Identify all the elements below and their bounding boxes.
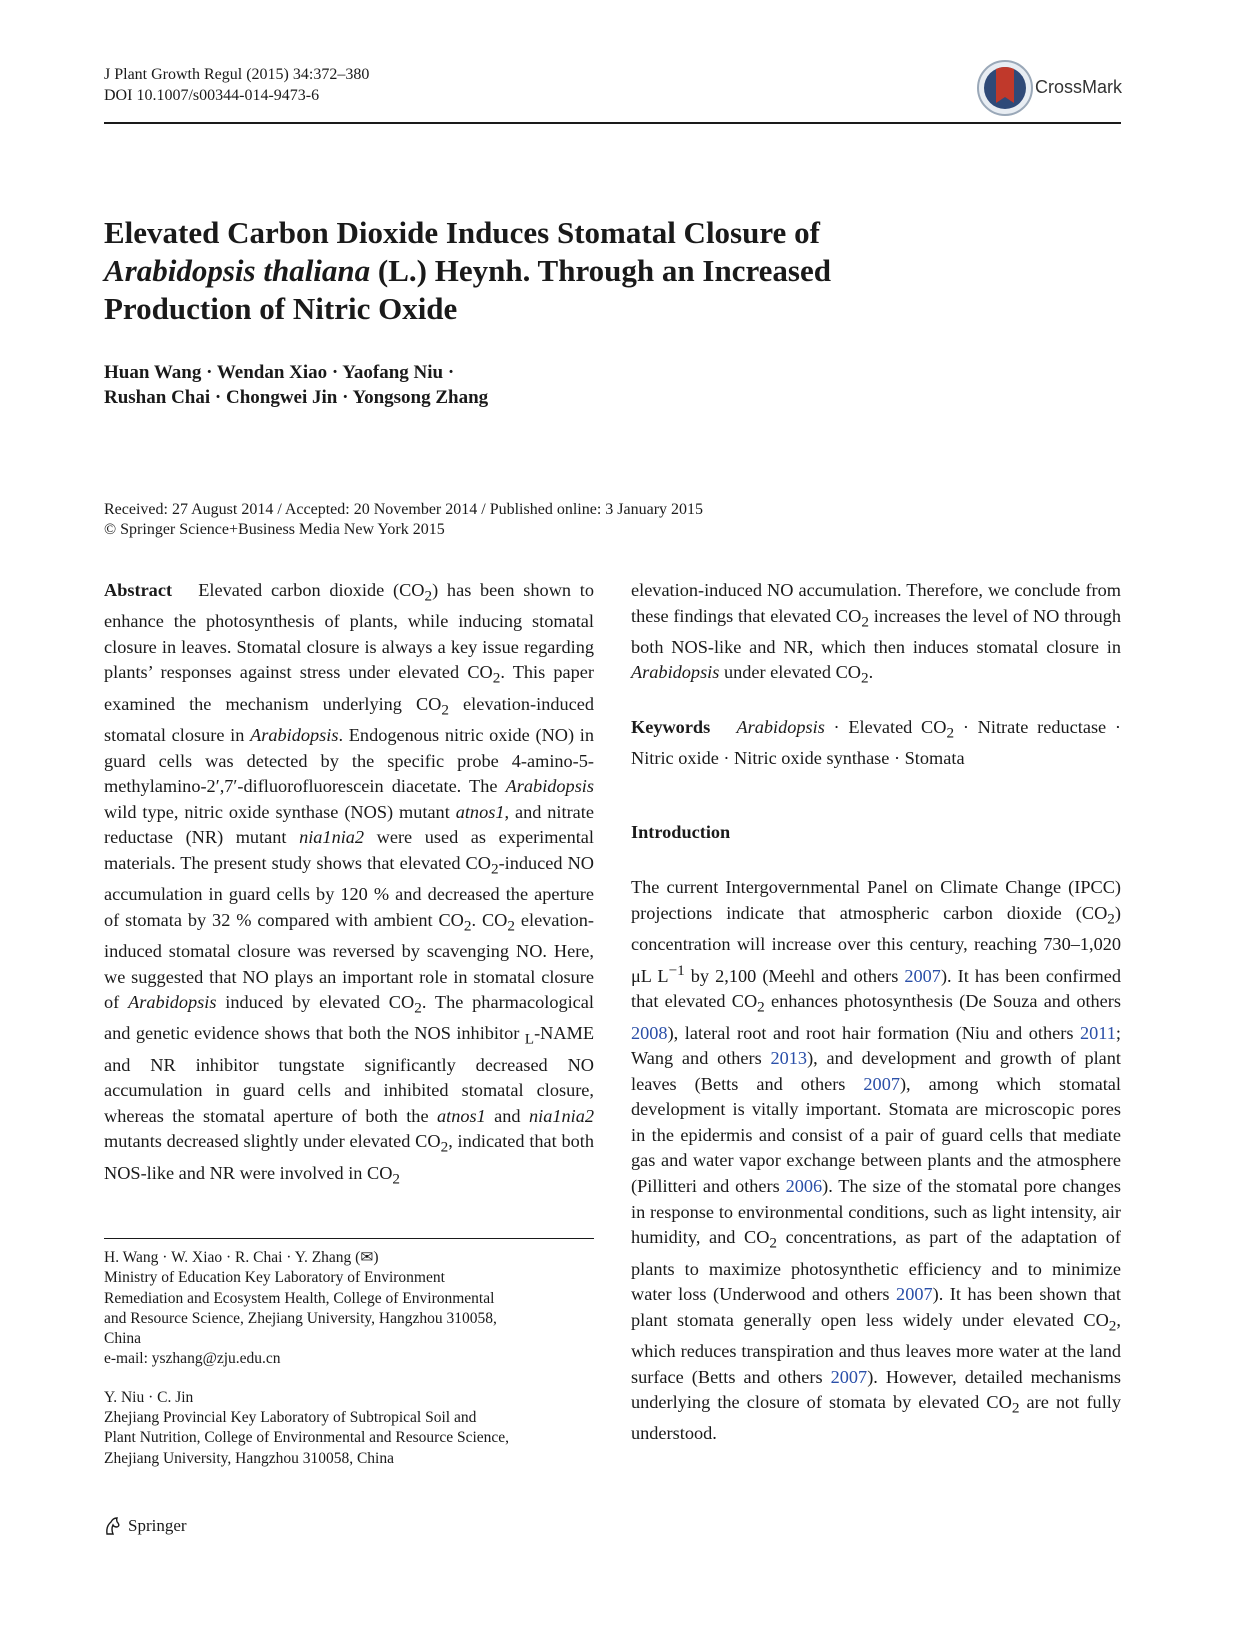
publication-dates (104, 500, 703, 540)
affiliation-2-line: Plant Nutrition, College of Environmental and Resource Science, (104, 1429, 510, 1447)
affiliation-2-line: Zhejiang University, Hangzhou 310058, China (104, 1449, 394, 1467)
abstract-heading: Abstract (104, 580, 173, 600)
citation-link[interactable]: 2007 (830, 1366, 868, 1387)
doi[interactable]: DOI 10.1007/s00344-014-9473-6 (104, 87, 320, 104)
affiliation-1-line: and Resource Science, Zhejiang University, Hangzhou 310058, (104, 1309, 497, 1327)
title-line-2: Arabidopsis thaliana (L.) Heynh. Through an Increased (104, 253, 831, 288)
citation-link[interactable]: 2011 (1080, 1022, 1116, 1043)
affiliation-2-authors: Y. Niu · C. Jin (104, 1388, 194, 1406)
affiliation-1-line: Remediation and Ecosystem Health, College of Environmental (104, 1289, 495, 1307)
affiliation-1-line: China (104, 1330, 142, 1348)
journal-header (104, 64, 369, 106)
author-list (104, 360, 488, 410)
copyright-line: © Springer Science+Business Media New York 2015 (104, 521, 445, 538)
keywords: Keywords Arabidopsis · Elevated $CO_2$ · Nitrate reductase · Nitric oxide · Nitric oxide synthase · Stomata (631, 716, 1121, 768)
keywords-heading: Keywords (631, 716, 711, 737)
abstract-column (104, 578, 594, 1192)
abstract-text: Abstract Elevated carbon dioxide $(CO_2)$ has been shown to enhance the photosynthesis of plants, while inducing stomatal closure in leaves. Stomatal closure is always a key issue regarding plants’ responses against stress under elevated $CO_2$. This paper examined the mechanism underlying $CO_2$ elevation-induced stomatal closure in Arabidopsis. Endogenous nitric oxide (NO) in guard cells was detected by the specific probe 4-amino-5-methylamino-2′,7′-difluorofluorescein diacetate. The Arabidopsis wild type, nitric oxide synthase (NOS) mutant atnos1, and nitrate reductase (NR) mutant nia1nia2 were used as experimental materials. The present study shows that elevated $CO_2$-induced NO accumulation in guard cells by 120 % and decreased the aperture of stomata by 32 % compared with ambient $CO_2$. $CO_2$ elevation-induced stomatal closure was reversed by scavenging NO. Here, we suggested that NO plays an important role in stomatal closure of Arabidopsis induced by elevated $CO_2$. The pharmacological and genetic evidence shows that both the NOS inhibitor $_L$-NAME and NR inhibitor tungstate significantly decreased NO accumulation in guard cells and inhibited stomatal closure, whereas the stomatal aperture of both the atnos1 and nia1nia2 mutants decreased slightly under elevated $CO_2$, indicated that both NOS-like and NR were involved in $CO_2$ (104, 580, 595, 1188)
citation-link[interactable]: 2007 (896, 1284, 933, 1305)
page-footer (104, 1515, 187, 1537)
authors-line-2: Rushan Chai · Chongwei Jin · Yongsong Zhang (104, 387, 489, 408)
header-rule (104, 122, 1121, 124)
right-column (631, 578, 1121, 1447)
affiliation-1-authors: H. Wang · W. Xiao · R. Chai · Y. Zhang (✉) (104, 1249, 379, 1266)
abstract-continued: elevation-induced NO accumulation. Therefore, we conclude from these findings that elevated $CO_2$ increases the level of NO through both NOS-like and NR, which then induces stomatal closure in Arabidopsis under elevated $CO_2$. (631, 580, 1121, 688)
affiliation-1-line: Ministry of Education Key Laboratory of Environment (104, 1269, 445, 1287)
citation-link[interactable]: 2007 (904, 965, 941, 986)
footnote-rule (104, 1238, 594, 1239)
citation-link[interactable]: 2008 (631, 1022, 668, 1043)
introduction-heading: Introduction (631, 821, 731, 842)
title-line-3: Production of Nitric Oxide (104, 291, 458, 326)
email[interactable]: e-mail: yszhang@zju.edu.cn (104, 1350, 281, 1368)
article-title (104, 214, 1004, 328)
journal-citation: J Plant Growth Regul (2015) 34:372–380 (104, 66, 370, 83)
citation-link[interactable]: 2007 (863, 1073, 900, 1094)
affiliation-2-line: Zhejiang Provincial Key Laboratory of Subtropical Soil and (104, 1409, 477, 1427)
publisher-name: Springer (128, 1516, 187, 1535)
crossmark-label: CrossMark (1035, 77, 1123, 97)
introduction-text: The current Intergovernmental Panel on Climate Change (IPCC) projections indicate that atmospheric carbon dioxide $(CO_2)$ concentration will increase over this century, reaching 730–1,020 μL $L^{-1}$ by 2,100 (Meehl and others 2007). It has been confirmed that elevated $CO_2$ enhances photosynthesis (De Souza and others 2008), lateral root and root hair formation (Niu and others 2011; Wang and others 2013), and development and growth of plant leaves (Betts and others 2007), among which stomatal development is vitally important. Stomata are microscopic pores in the epidermis and consist of a pair of guard cells that mediate gas and water vapor exchange between plants and the atmosphere (Pillitteri and others 2006). The size of the stomatal pore changes in response to environmental conditions, such as light intensity, air humidity, and $CO_2$ concentrations, as part of the adaptation of plants to maximize photosynthetic efficiency and to minimize water loss (Underwood and others 2007). It has been shown that plant stomata generally open less widely under elevated $CO_2$, which reduces transpiration and thus leaves more water at the land surface (Betts and others 2007). However, detailed mechanisms underlying the closure of stomata by elevated $CO_2$ are not fully understood. (631, 877, 1122, 1444)
affiliations (104, 1248, 594, 1469)
authors-line-1: Huan Wang · Wendan Xiao · Yaofang Niu · (104, 362, 455, 383)
dates-line: Received: 27 August 2014 / Accepted: 20 November 2014 / Published online: 3 January 2015 (104, 501, 704, 518)
springer-horse-icon (104, 1516, 122, 1536)
citation-link[interactable]: 2013 (770, 1048, 808, 1069)
citation-link[interactable]: 2006 (785, 1176, 823, 1197)
title-line-1: Elevated Carbon Dioxide Induces Stomatal Closure of (104, 215, 820, 250)
